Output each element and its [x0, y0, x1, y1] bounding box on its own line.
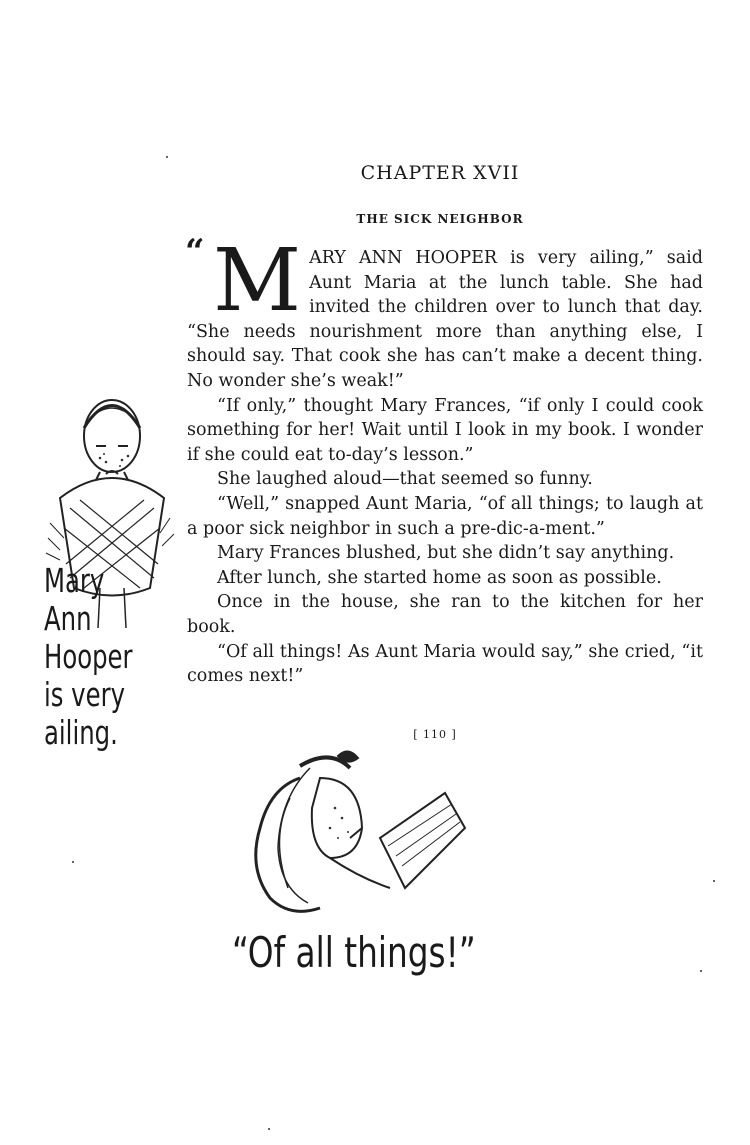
paragraph-7: Once in the house, she ran to the kitchen for her book.: [187, 592, 703, 637]
scan-speck: [268, 1128, 270, 1130]
left-caption-line-4: ailing.: [44, 713, 118, 752]
paragraph-8: “Of all things! As Aunt Maria would say,” she cried, “it comes next!”: [187, 641, 703, 687]
left-caption-line-1: Mary Ann: [44, 561, 105, 638]
girl-reading-illustration: [230, 738, 480, 938]
bottom-illustration-caption: “Of all things!”: [232, 928, 476, 977]
paragraph-4: “Well,” snapped Aunt Maria, “of all things; to laugh at a poor sick neighbor in such a pre-dic-a-ment.”: [187, 493, 703, 539]
chapter-body: [185, 231, 703, 689]
left-caption-line-2: Hooper: [44, 637, 133, 676]
paragraph-6: After lunch, she started home as soon as possible.: [217, 567, 662, 588]
paragraph-1: [187, 231, 703, 394]
scan-speck: [72, 861, 74, 863]
paragraph-3: She laughed aloud—that seemed so funny.: [217, 469, 593, 490]
chapter-title: CHAPTER XVII: [360, 162, 520, 184]
scan-speck: [166, 156, 168, 158]
scan-speck: [700, 970, 702, 972]
page-number: [ 110 ]: [413, 728, 457, 741]
paragraph-2: “If only,” thought Mary Frances, “if only I could cook something for her! Wait until I look in my book. I wonder if she could eat to-day’s lesson.”: [187, 395, 703, 465]
chapter-subtitle: THE SICK NEIGHBOR: [356, 212, 524, 226]
paragraph-5: Mary Frances blushed, but she didn’t say anything.: [217, 543, 675, 564]
drop-cap-letter: M: [213, 231, 302, 331]
paragraph-1-text: ARY ANN HOOPER is very ailing,” said Aunt Maria at the lunch table. She had invited the children over to lunch that day. “She needs nourishment more than anything else, I should say. That cook she has can’t make a decent thing. No wonder she’s weak!”: [187, 248, 703, 391]
left-caption-line-3: is very: [44, 675, 125, 714]
opening-quote-mark: “: [185, 232, 205, 272]
scan-speck: [713, 880, 715, 882]
left-illustration-caption: [44, 562, 159, 752]
